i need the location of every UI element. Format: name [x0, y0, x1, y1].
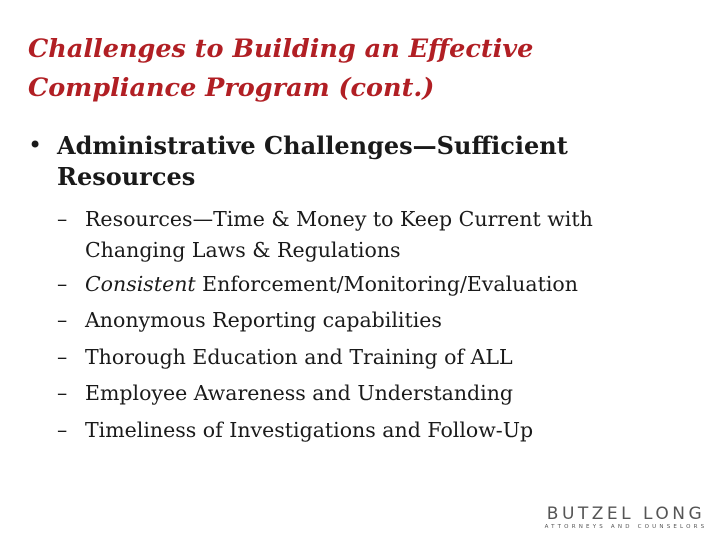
- sub-bullet-text: Anonymous Reporting capabilities: [85, 308, 442, 333]
- sub-bullet-item: [57, 339, 707, 375]
- sub-bullet-text: Thorough Education and Training of ALL: [85, 344, 513, 369]
- slide-title: [28, 30, 708, 108]
- sub-bullet-item: [57, 204, 707, 266]
- logo-tagline: ATTORNEYS AND COUNSELORS: [544, 524, 708, 530]
- sub-bullet-text: Enforcement/Monitoring/Evaluation: [195, 272, 578, 296]
- dash-icon: –: [57, 272, 68, 296]
- main-bullet-line-1: Administrative Challenges—Sufficient: [57, 131, 568, 160]
- sub-bullet-line-2: Changing Laws & Regulations: [85, 238, 401, 262]
- butzel-long-logo: [536, 505, 716, 531]
- sub-bullet-item: [57, 266, 707, 302]
- sub-bullet-item: [57, 375, 707, 411]
- sub-bullet-text: Employee Awareness and Understanding: [85, 381, 514, 406]
- slide-title-line-2: Compliance Program (cont.): [28, 73, 435, 103]
- slide-title-line-1: Challenges to Building an Effective: [28, 34, 534, 64]
- bullet-dot-icon: •: [28, 131, 43, 159]
- main-bullet-line-2: Resources: [57, 162, 196, 191]
- dash-icon: –: [57, 308, 68, 333]
- dash-icon: –: [57, 417, 68, 442]
- dash-icon: –: [57, 207, 68, 231]
- sub-bullet-item: [57, 412, 707, 448]
- sub-bullet-text: Timeliness of Investigations and Follow-Up: [85, 417, 534, 442]
- sub-bullet-item: [57, 302, 707, 338]
- logo-name: BUTZEL LONG: [546, 504, 706, 524]
- sub-bullet-line-1: Resources—Time & Money to Keep Current with: [85, 207, 593, 231]
- dash-icon: –: [57, 381, 68, 406]
- dash-icon: –: [57, 344, 68, 369]
- sub-bullet-emphasis: Consistent: [85, 272, 196, 296]
- main-bullet-text: [57, 130, 707, 192]
- sub-bullet-list: [57, 204, 707, 448]
